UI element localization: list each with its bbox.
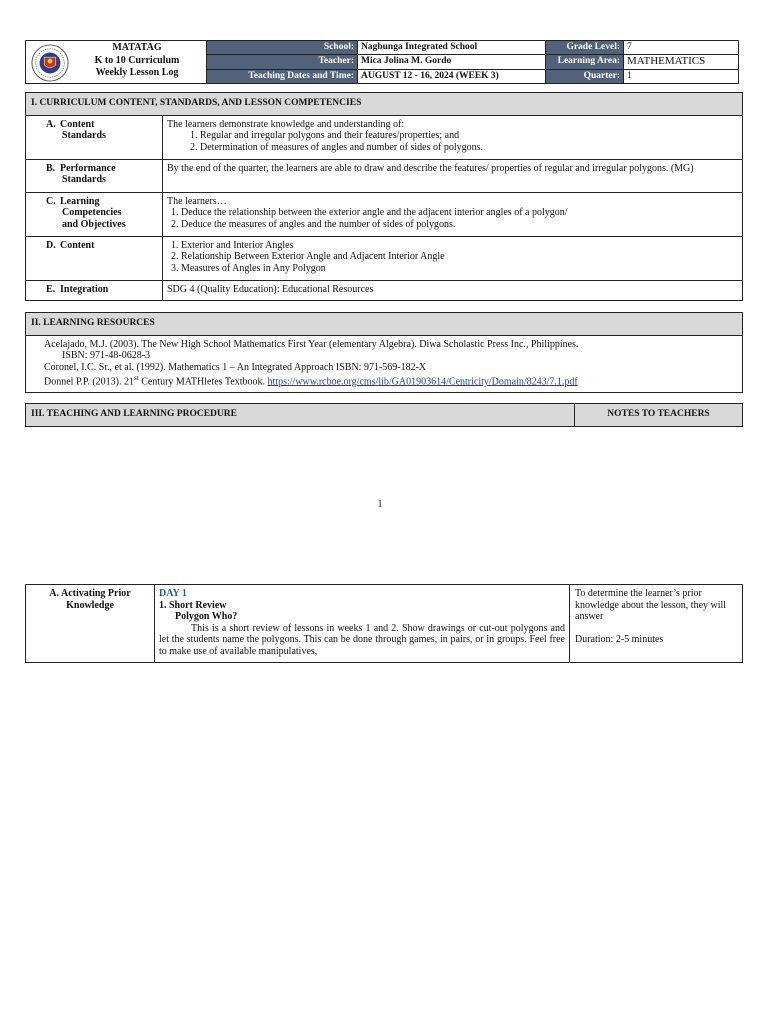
teaching-dates-value: AUGUST 12 - 16, 2024 (WEEK 3) — [358, 69, 546, 83]
notes-to-teachers-title: NOTES TO TEACHERS — [575, 404, 743, 427]
learning-competencies-text: The learners… 1. Deduce the relationship between the exterior angle and the adjacent interior angles of a polygon/ 2. Deduce the measures of angles and the number of sides of polygons. — [163, 192, 743, 236]
list-item: 2. Relationship Between Exterior Angle and Adjacent Interior Angle — [181, 251, 738, 263]
list-item: 1. Regular and irregular polygons and their features/properties; and — [200, 130, 738, 142]
polygon-who-subtitle: Polygon Who? — [175, 611, 238, 622]
activating-note-text: To determine the learner’s prior knowledge about the lesson, they will answer — [575, 588, 727, 622]
header-title — [74, 42, 200, 80]
page-number: 1 — [377, 499, 383, 510]
teacher-label: Teacher: — [207, 55, 358, 69]
lesson-log-header — [25, 40, 739, 84]
teacher-value: Mica Jolina M. Gordo — [358, 55, 546, 69]
activating-prior-knowledge-content — [155, 585, 570, 663]
day-label: DAY 1 — [159, 588, 187, 599]
curriculum-section-title: I. CURRICULUM CONTENT, STANDARDS, AND LESSON COMPETENCIES — [26, 93, 743, 116]
reference-1-isbn: ISBN: 971-48-0628-3 — [62, 350, 151, 361]
curriculum-section — [25, 92, 743, 301]
reference-1: Acelajado, M.J. (2003). The New High School Mathematics First Year (elementary Algebra). Diwa Scholastic Press Inc., Philippines. — [44, 338, 579, 350]
activating-notes — [570, 585, 743, 663]
list-item: 3. Measures of Angles in Any Polygon — [181, 263, 738, 275]
activating-prior-knowledge-section — [25, 584, 743, 663]
content-standards-text: The learners demonstrate knowledge and understanding of: 1. Regular and irregular polygons and their features/properties; and 2. Determination of measures of angles and number of sides of polygons. — [163, 115, 743, 159]
reference-2: Coronel, I.C. Sr., et al. (1992). Mathematics 1 – An Integrated Approach ISBN: 971-569-182-X — [44, 361, 427, 373]
integration-text: SDG 4 (Quality Education): Educational Resources — [163, 280, 743, 300]
short-review-heading: 1. Short Review — [159, 599, 227, 611]
content-standards-label: A. Content Standards — [26, 115, 163, 159]
reference-3-link[interactable]: https://www.rcboe.org/cms/lib/GA01903614/Centricity/Domain/8243/7.1.pdf — [267, 376, 578, 388]
content-text — [163, 236, 743, 280]
teaching-dates-label: Teaching Dates and Time: — [207, 69, 358, 83]
learning-resources-list — [26, 335, 743, 392]
list-item: 2. Determination of measures of angles and number of sides of polygons. — [200, 142, 738, 154]
short-review-text: This is a short review of lessons in weeks 1 and 2. Show drawings or cut-out polygons and let the students name the polygons. This can be done through games, in pairs, or in groups. Feel free to make use of available manipulatives, — [159, 622, 565, 657]
deped-seal-icon — [31, 44, 69, 82]
header-title-cell — [26, 41, 207, 84]
grade-level-value: 7 — [624, 41, 739, 55]
procedure-title: III. TEACHING AND LEARNING PROCEDURE — [26, 404, 575, 427]
school-label: School: — [207, 41, 358, 55]
performance-standards-label: B. Performance Standards — [26, 159, 163, 192]
duration-text: Duration: 2-5 minutes — [575, 633, 664, 645]
title-line-curriculum: K to 10 Curriculum — [94, 54, 180, 66]
content-label: D. Content — [26, 236, 163, 280]
list-item: 2. Deduce the measures of angles and the number of sides of polygons. — [181, 219, 738, 231]
learning-resources-title: II. LEARNING RESOURCES — [26, 313, 743, 336]
integration-label: E. Integration — [26, 280, 163, 300]
quarter-value: 1 — [624, 69, 739, 83]
learning-area-label: Learning Area: — [546, 55, 624, 69]
performance-standards-text: By the end of the quarter, the learners are able to draw and describe the features/ properties of regular and irregular polygons. (MG) — [163, 159, 743, 192]
learning-competencies-label: C. Learning Competencies and Objectives — [26, 192, 163, 236]
grade-level-label: Grade Level: — [546, 41, 624, 55]
school-value: Nagbunga Integrated School — [358, 41, 546, 55]
procedure-section-header — [25, 403, 743, 427]
activating-prior-knowledge-label: A. Activating Prior Knowledge — [26, 585, 155, 663]
title-line-log: Weekly Lesson Log — [95, 67, 179, 78]
reference-3: Donnel P.P. (2013). 21st Century MATHletes Textbook. https://www.rcboe.org/cms/lib/GA01903614/Centricity/Domain/8243/7.1.pdf — [44, 374, 578, 388]
quarter-label: Quarter: — [546, 69, 624, 83]
title-line-matatag: MATATAG — [112, 42, 162, 53]
list-item: 1. Deduce the relationship between the exterior angle and the adjacent interior angles of a polygon/ — [181, 207, 738, 219]
learning-resources-section — [25, 312, 743, 393]
list-item: 1. Exterior and Interior Angles — [181, 240, 738, 252]
learning-area-value: MATHEMATICS — [624, 55, 739, 69]
